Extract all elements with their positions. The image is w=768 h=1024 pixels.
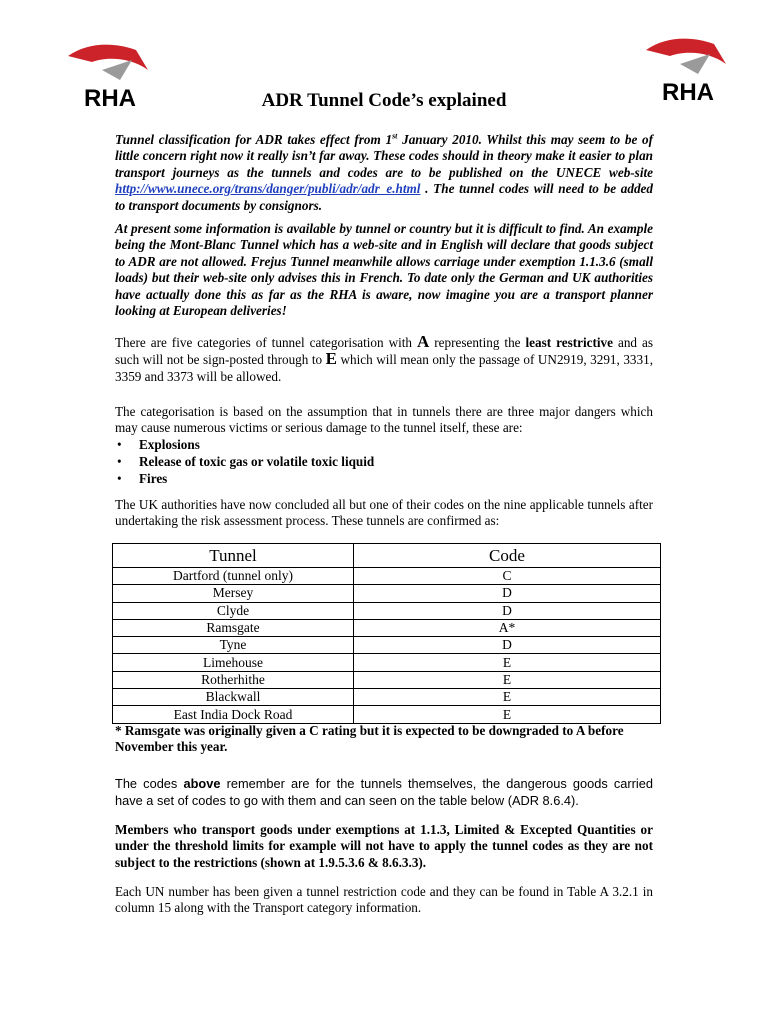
- tunnel-name: Ramsgate: [113, 619, 354, 636]
- tunnel-code: E: [354, 706, 661, 723]
- tunnel-code: A*: [354, 619, 661, 636]
- tunnel-name: Dartford (tunnel only): [113, 568, 354, 585]
- dangers-section: [115, 404, 653, 488]
- tunnel-name: Mersey: [113, 585, 354, 602]
- tunnel-name: Limehouse: [113, 654, 354, 671]
- table-row: [113, 619, 661, 636]
- intro-paragraph-2: At present some information is available by tunnel or country but it is difficult to find. An example being the Mont-Blanc Tunnel which has a web-site and in English will declare that goods subject to ADR are not allowed. Frejus Tunnel meanwhile allows carriage under exemption 1.1.3.6 (small loads) but their web-site only advises this in French. To date only the German and UK authorities have actually done this as far as the RHA is aware, now imagine you are a transport planner looking at European deliveries!: [115, 221, 653, 319]
- list-item: • Explosions: [115, 437, 653, 454]
- tunnel-codes-table: [112, 543, 661, 724]
- unece-link[interactable]: http://www.unece.org/trans/danger/publi/adr/adr_e.html: [115, 181, 421, 197]
- tunnel-name: Blackwall: [113, 689, 354, 706]
- table-row: [113, 671, 661, 688]
- header-code: Code: [354, 544, 661, 568]
- categories-paragraph: There are five categories of tunnel categorisation with A representing the least restrictive and as such will not be sign-posted through to E which will mean only the passage of UN2919, 3291, 3331, 3359 and 3373 will be allowed.: [115, 332, 653, 384]
- table-header-row: [113, 544, 661, 568]
- table-row: [113, 654, 661, 671]
- header-tunnel: Tunnel: [113, 544, 354, 568]
- tunnel-code: E: [354, 654, 661, 671]
- tunnel-name: Rotherhithe: [113, 671, 354, 688]
- members-paragraph: Members who transport goods under exemptions at 1.1.3, Limited & Excepted Quantities or under the threshold limits for example will not have to apply the tunnel codes as they are not subject to the restrictions (shown at 1.9.5.3.6 & 8.6.3.3).: [115, 822, 653, 870]
- page-title: ADR Tunnel Code’s explained: [261, 90, 507, 111]
- tunnel-code: C: [354, 568, 661, 585]
- tunnel-code: D: [354, 637, 661, 654]
- intro-paragraph-1: Tunnel classification for ADR takes effect from 1st January 2010. Whilst this may seem to be of little concern right now it really isn’t far away. These codes should in theory make it easier to plan transport journeys as the tunnels and codes are to be published on the UNECE web-site http://www.unece.org/trans/danger/publi/adr/adr_e.html . The tunnel codes will need to be added to transport documents by consignors.: [115, 131, 653, 213]
- table-row: [113, 706, 661, 723]
- dangers-list: [115, 437, 653, 488]
- tunnel-code: D: [354, 602, 661, 619]
- list-item: • Release of toxic gas or volatile toxic liquid: [115, 454, 653, 471]
- table-row: [113, 602, 661, 619]
- tunnel-name: Tyne: [113, 637, 354, 654]
- table-row: [113, 689, 661, 706]
- un-number-paragraph: Each UN number has been given a tunnel restriction code and they can be found in Table A 3.2.1 in column 15 along with the Transport category information.: [115, 884, 653, 916]
- table-row: [113, 568, 661, 585]
- tunnel-code: E: [354, 689, 661, 706]
- rha-logo-text: RHA: [84, 85, 136, 110]
- dangers-intro: The categorisation is based on the assumption that in tunnels there are three major dangers which may cause numerous victims or serious damage to the tunnel itself, these are:: [115, 404, 653, 436]
- codes-paragraph: The codes above remember are for the tunnels themselves, the dangerous goods carried have a set of codes to go with them and can seen on the table below (ADR 8.6.4).: [115, 776, 653, 808]
- list-item: • Fires: [115, 471, 653, 488]
- table-row: [113, 637, 661, 654]
- tunnel-code: D: [354, 585, 661, 602]
- tunnel-name: Clyde: [113, 602, 354, 619]
- uk-intro-paragraph: The UK authorities have now concluded all but one of their codes on the nine applicable tunnels after undertaking the risk assessment process. These tunnels are confirmed as:: [115, 497, 653, 529]
- tunnel-code: E: [354, 671, 661, 688]
- table-row: [113, 585, 661, 602]
- ramsgate-footnote: * Ramsgate was originally given a C rating but it is expected to be downgraded to A before November this year.: [115, 723, 624, 755]
- rha-logo-text: RHA: [662, 79, 714, 104]
- tunnel-name: East India Dock Road: [113, 706, 354, 723]
